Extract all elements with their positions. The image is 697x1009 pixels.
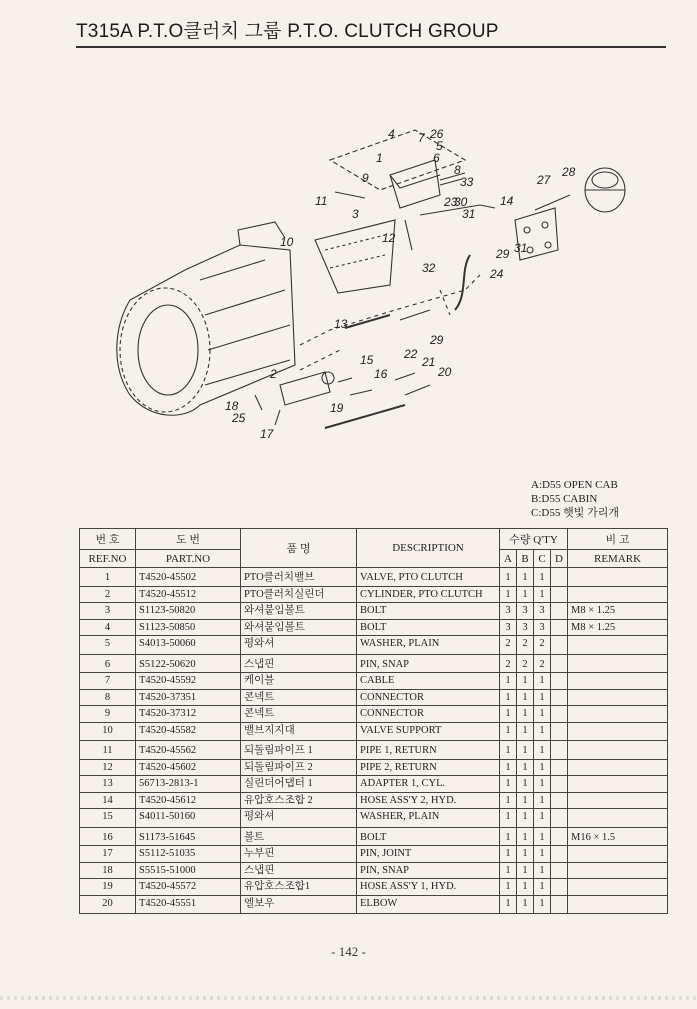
- cell-part: T4520-45602: [136, 759, 241, 776]
- cell-a: 1: [500, 792, 517, 809]
- cell-d: [551, 586, 568, 603]
- callout: 9: [362, 171, 369, 185]
- cell-ref: 15: [80, 809, 136, 828]
- table-row: [80, 722, 668, 741]
- table-row: [80, 636, 668, 655]
- transmission-housing: [117, 245, 295, 415]
- cell-part: T4520-45562: [136, 741, 241, 760]
- cell-a: 1: [500, 895, 517, 914]
- cell-a: 1: [500, 827, 517, 846]
- bolt-15: [338, 378, 352, 382]
- cell-b: 1: [517, 776, 534, 793]
- variant-a: A:D55 OPEN CAB: [531, 479, 618, 491]
- cell-d: [551, 654, 568, 673]
- cell-part: S4011-50160: [136, 809, 241, 828]
- title-rule: [76, 46, 666, 48]
- cell-c: 1: [534, 809, 551, 828]
- callout: 30: [454, 195, 468, 209]
- cell-a: 3: [500, 619, 517, 636]
- scan-edge: [0, 996, 697, 1000]
- cell-name-kr: 되돌림파이프 2: [241, 759, 357, 776]
- cell-remark: [568, 636, 668, 655]
- cell-name-kr: 와셔붙임볼트: [241, 603, 357, 620]
- cell-desc: PIPE 1, RETURN: [357, 741, 500, 760]
- cell-c: 1: [534, 568, 551, 587]
- header-ref-en: REF.NO: [80, 550, 136, 568]
- cell-remark: [568, 759, 668, 776]
- cell-a: 1: [500, 879, 517, 896]
- cell-a: 1: [500, 776, 517, 793]
- hose-13: [345, 315, 390, 328]
- cell-remark: [568, 809, 668, 828]
- callout: 8: [454, 163, 461, 177]
- cell-desc: BOLT: [357, 827, 500, 846]
- parts-table-body: [80, 568, 668, 914]
- cell-part: S5122-50620: [136, 654, 241, 673]
- callout: 10: [280, 235, 294, 249]
- table-row: [80, 689, 668, 706]
- cell-ref: 18: [80, 862, 136, 879]
- cell-desc: CYLINDER, PTO CLUTCH: [357, 586, 500, 603]
- callout: 22: [404, 347, 418, 361]
- cell-a: 1: [500, 568, 517, 587]
- cell-c: 3: [534, 619, 551, 636]
- cell-part: S1123-50820: [136, 603, 241, 620]
- cell-part: S1123-50850: [136, 619, 241, 636]
- callout: 29: [430, 333, 444, 347]
- cell-b: 1: [517, 722, 534, 741]
- cell-name-kr: PTO클러치실린더: [241, 586, 357, 603]
- cell-part: 56713-2813-1: [136, 776, 241, 793]
- table-row: [80, 862, 668, 879]
- callout: 33: [460, 175, 474, 189]
- cell-d: [551, 895, 568, 914]
- cell-a: 2: [500, 654, 517, 673]
- cell-b: 1: [517, 846, 534, 863]
- cell-remark: [568, 879, 668, 896]
- callout: 21: [422, 355, 436, 369]
- table-row: [80, 879, 668, 896]
- cell-ref: 16: [80, 827, 136, 846]
- cell-ref: 10: [80, 722, 136, 741]
- callout: 13: [334, 317, 348, 331]
- cell-remark: [568, 846, 668, 863]
- cell-d: [551, 809, 568, 828]
- cell-ref: 6: [80, 654, 136, 673]
- pipe-12: [405, 220, 412, 250]
- cell-b: 2: [517, 636, 534, 655]
- cell-name-kr: 콘넥트: [241, 689, 357, 706]
- table-row: [80, 586, 668, 603]
- variant-b: B:D55 CABIN: [531, 493, 598, 505]
- cell-a: 1: [500, 862, 517, 879]
- cell-d: [551, 741, 568, 760]
- cell-a: 1: [500, 673, 517, 690]
- cell-c: 3: [534, 603, 551, 620]
- cell-desc: CONNECTOR: [357, 689, 500, 706]
- cell-remark: [568, 741, 668, 760]
- cell-a: 1: [500, 809, 517, 828]
- cell-desc: CABLE: [357, 673, 500, 690]
- callout: 19: [330, 401, 344, 415]
- cell-a: 1: [500, 741, 517, 760]
- cell-part: T4520-37312: [136, 706, 241, 723]
- cell-ref: 3: [80, 603, 136, 620]
- callout: 14: [500, 194, 514, 208]
- cell-b: 1: [517, 792, 534, 809]
- parts-table: [79, 528, 668, 914]
- cell-remark: [568, 568, 668, 587]
- cell-remark: M16 × 1.5: [568, 827, 668, 846]
- cell-desc: PIPE 2, RETURN: [357, 759, 500, 776]
- cell-desc: PIN, SNAP: [357, 654, 500, 673]
- cell-a: 1: [500, 689, 517, 706]
- cell-c: 1: [534, 827, 551, 846]
- cell-ref: 5: [80, 636, 136, 655]
- cell-ref: 17: [80, 846, 136, 863]
- callout: 32: [422, 261, 436, 275]
- cell-name-kr: 엘보우: [241, 895, 357, 914]
- cell-ref: 12: [80, 759, 136, 776]
- cell-name-kr: 콘넥트: [241, 706, 357, 723]
- cell-ref: 8: [80, 689, 136, 706]
- adapter-27: [535, 195, 570, 210]
- callout: 17: [260, 427, 274, 441]
- cell-desc: HOSE ASS'Y 2, HYD.: [357, 792, 500, 809]
- callout: 26: [430, 127, 444, 141]
- cell-desc: PIN, SNAP: [357, 862, 500, 879]
- cell-d: [551, 776, 568, 793]
- cell-part: S1173-51645: [136, 827, 241, 846]
- pin-17: [275, 410, 280, 425]
- cell-c: 1: [534, 879, 551, 896]
- cell-c: 1: [534, 689, 551, 706]
- callout: 6: [433, 151, 440, 165]
- cell-c: 2: [534, 636, 551, 655]
- callout: 23: [444, 195, 458, 209]
- header-name-kr: 품 명: [241, 529, 357, 568]
- cell-name-kr: 와셔붙임볼트: [241, 619, 357, 636]
- callout: 16: [374, 367, 388, 381]
- cell-ref: 7: [80, 673, 136, 690]
- housing-bell-face: [120, 288, 210, 412]
- header-remark-en: REMARK: [568, 550, 668, 568]
- cell-c: 1: [534, 862, 551, 879]
- cell-c: 1: [534, 741, 551, 760]
- cell-remark: [568, 654, 668, 673]
- cell-desc: WASHER, PLAIN: [357, 809, 500, 828]
- cell-a: 1: [500, 722, 517, 741]
- header-part-kr: 도 번: [136, 529, 241, 550]
- cell-ref: 1: [80, 568, 136, 587]
- housing-flange: [138, 305, 198, 395]
- cell-c: 1: [534, 759, 551, 776]
- bolt-16: [350, 390, 372, 395]
- variant-c: C:D55 햇빛 가리개: [531, 507, 619, 519]
- cell-name-kr: 유압호스조합1: [241, 879, 357, 896]
- table-row: [80, 809, 668, 828]
- header-qty-a: A: [500, 550, 517, 568]
- table-row: [80, 568, 668, 587]
- callout: 20: [438, 365, 452, 379]
- cell-b: 1: [517, 809, 534, 828]
- cell-a: 1: [500, 586, 517, 603]
- callout: 27: [537, 173, 551, 187]
- cell-name-kr: 누부핀: [241, 846, 357, 863]
- variant-legend: [531, 478, 619, 520]
- cell-name-kr: 유압호스조합 2: [241, 792, 357, 809]
- cell-desc: VALVE SUPPORT: [357, 722, 500, 741]
- callout: 7: [418, 131, 425, 145]
- cell-desc: HOSE ASS'Y 1, HYD.: [357, 879, 500, 896]
- cell-part: T4520-45572: [136, 879, 241, 896]
- table-row: [80, 706, 668, 723]
- cell-part: T4520-45551: [136, 895, 241, 914]
- cell-desc: ELBOW: [357, 895, 500, 914]
- cell-name-kr: PTO클러치밸브: [241, 568, 357, 587]
- cell-part: T4520-45502: [136, 568, 241, 587]
- table-row: [80, 827, 668, 846]
- callout: 31: [514, 241, 528, 255]
- cell-c: 1: [534, 846, 551, 863]
- cell-ref: 13: [80, 776, 136, 793]
- cell-b: 1: [517, 673, 534, 690]
- cell-name-kr: 케이블: [241, 673, 357, 690]
- callout: 1: [376, 151, 383, 165]
- cell-part: S5515-51000: [136, 862, 241, 879]
- cell-a: 3: [500, 603, 517, 620]
- cell-part: T4520-45582: [136, 722, 241, 741]
- callout: 15: [360, 353, 374, 367]
- cell-remark: M8 × 1.25: [568, 603, 668, 620]
- cell-ref: 4: [80, 619, 136, 636]
- cell-part: S4013-50060: [136, 636, 241, 655]
- cell-desc: BOLT: [357, 603, 500, 620]
- callout: 24: [490, 267, 504, 281]
- callout: 28: [562, 165, 576, 179]
- cell-b: 1: [517, 879, 534, 896]
- cell-ref: 2: [80, 586, 136, 603]
- callout: 11: [315, 194, 328, 208]
- callout: 3: [352, 207, 359, 221]
- cell-remark: [568, 673, 668, 690]
- page-title: T315A P.T.O클러치 그룹 P.T.O. CLUTCH GROUP: [76, 21, 499, 42]
- table-row: [80, 741, 668, 760]
- pipe-11: [335, 192, 365, 198]
- cell-d: [551, 706, 568, 723]
- table-row: [80, 792, 668, 809]
- cell-d: [551, 827, 568, 846]
- cell-d: [551, 689, 568, 706]
- header-description: DESCRIPTION: [357, 529, 500, 568]
- callout: 12: [382, 231, 396, 245]
- cell-name-kr: 스냅핀: [241, 862, 357, 879]
- cell-remark: [568, 586, 668, 603]
- cell-d: [551, 603, 568, 620]
- callout: 5: [436, 139, 443, 153]
- cell-a: 1: [500, 759, 517, 776]
- table-row: [80, 846, 668, 863]
- cell-name-kr: 스냅핀: [241, 654, 357, 673]
- page-number: - 142 -: [331, 944, 366, 959]
- header-part-en: PART.NO: [136, 550, 241, 568]
- cell-b: 1: [517, 706, 534, 723]
- cell-d: [551, 759, 568, 776]
- cell-b: 1: [517, 759, 534, 776]
- header-remark-kr: 비 고: [568, 529, 668, 550]
- cell-desc: CONNECTOR: [357, 706, 500, 723]
- cell-b: 1: [517, 568, 534, 587]
- cell-remark: [568, 689, 668, 706]
- cell-name-kr: 볼트: [241, 827, 357, 846]
- cell-d: [551, 862, 568, 879]
- cell-d: [551, 792, 568, 809]
- cell-remark: [568, 792, 668, 809]
- fitting-21-22: [395, 373, 415, 380]
- cell-b: 1: [517, 827, 534, 846]
- cell-d: [551, 722, 568, 741]
- cell-ref: 14: [80, 792, 136, 809]
- header-ref-kr: 번 호: [80, 529, 136, 550]
- cell-ref: 11: [80, 741, 136, 760]
- cell-part: S5112-51035: [136, 846, 241, 863]
- cell-ref: 9: [80, 706, 136, 723]
- header-qty-b: B: [517, 550, 534, 568]
- cell-desc: PIN, JOINT: [357, 846, 500, 863]
- callout: 18: [225, 399, 239, 413]
- cell-ref: 19: [80, 879, 136, 896]
- cell-b: 1: [517, 895, 534, 914]
- cell-b: 1: [517, 862, 534, 879]
- cell-d: [551, 673, 568, 690]
- cell-name-kr: 평와셔: [241, 809, 357, 828]
- cell-a: 1: [500, 706, 517, 723]
- cell-d: [551, 846, 568, 863]
- cell-name-kr: 되돌림파이프 1: [241, 741, 357, 760]
- table-row: [80, 776, 668, 793]
- cell-d: [551, 568, 568, 587]
- table-row: [80, 654, 668, 673]
- callout: 29: [496, 247, 510, 261]
- cell-c: 1: [534, 673, 551, 690]
- cell-desc: ADAPTER 1, CYL.: [357, 776, 500, 793]
- table-row: [80, 673, 668, 690]
- header-qty-c: C: [534, 550, 551, 568]
- cell-remark: M8 × 1.25: [568, 619, 668, 636]
- cell-remark: [568, 706, 668, 723]
- cell-b: 1: [517, 689, 534, 706]
- cell-part: T4520-45592: [136, 673, 241, 690]
- hose-24: [455, 255, 470, 310]
- cell-remark: [568, 895, 668, 914]
- cell-d: [551, 636, 568, 655]
- cell-part: T4520-37351: [136, 689, 241, 706]
- cell-c: 1: [534, 586, 551, 603]
- callout: 25: [232, 411, 246, 425]
- table-row: [80, 603, 668, 620]
- header-qty: 수량 Q'TY: [500, 529, 568, 550]
- cell-c: 2: [534, 654, 551, 673]
- cell-remark: [568, 776, 668, 793]
- cell-c: 1: [534, 895, 551, 914]
- header-qty-d: D: [551, 550, 568, 568]
- cell-remark: [568, 722, 668, 741]
- cell-a: 1: [500, 846, 517, 863]
- cell-d: [551, 619, 568, 636]
- cell-b: 1: [517, 741, 534, 760]
- cell-ref: 20: [80, 895, 136, 914]
- cell-name-kr: 실린더어댑터 1: [241, 776, 357, 793]
- cell-name-kr: 평와셔: [241, 636, 357, 655]
- cell-a: 2: [500, 636, 517, 655]
- cell-d: [551, 879, 568, 896]
- cell-b: 2: [517, 654, 534, 673]
- cell-remark: [568, 862, 668, 879]
- table-row: [80, 619, 668, 636]
- cell-b: 3: [517, 603, 534, 620]
- callout: 2: [270, 367, 277, 381]
- cell-b: 3: [517, 619, 534, 636]
- elbow-20: [405, 385, 430, 395]
- valve-cover-box: [330, 130, 465, 190]
- table-row: [80, 759, 668, 776]
- callout: 4: [388, 127, 395, 141]
- pin-18: [255, 395, 262, 410]
- cell-part: T4520-45512: [136, 586, 241, 603]
- cell-desc: BOLT: [357, 619, 500, 636]
- exploded-parts-diagram: [90, 110, 650, 460]
- cell-c: 1: [534, 706, 551, 723]
- callout: 31: [462, 207, 476, 221]
- cell-b: 1: [517, 586, 534, 603]
- cell-c: 1: [534, 792, 551, 809]
- table-row: [80, 895, 668, 914]
- cell-desc: WASHER, PLAIN: [357, 636, 500, 655]
- cell-c: 1: [534, 722, 551, 741]
- cell-c: 1: [534, 776, 551, 793]
- cell-desc: VALVE, PTO CLUTCH: [357, 568, 500, 587]
- cell-name-kr: 밸브지지대: [241, 722, 357, 741]
- fitting-29: [400, 310, 430, 320]
- cell-part: T4520-45612: [136, 792, 241, 809]
